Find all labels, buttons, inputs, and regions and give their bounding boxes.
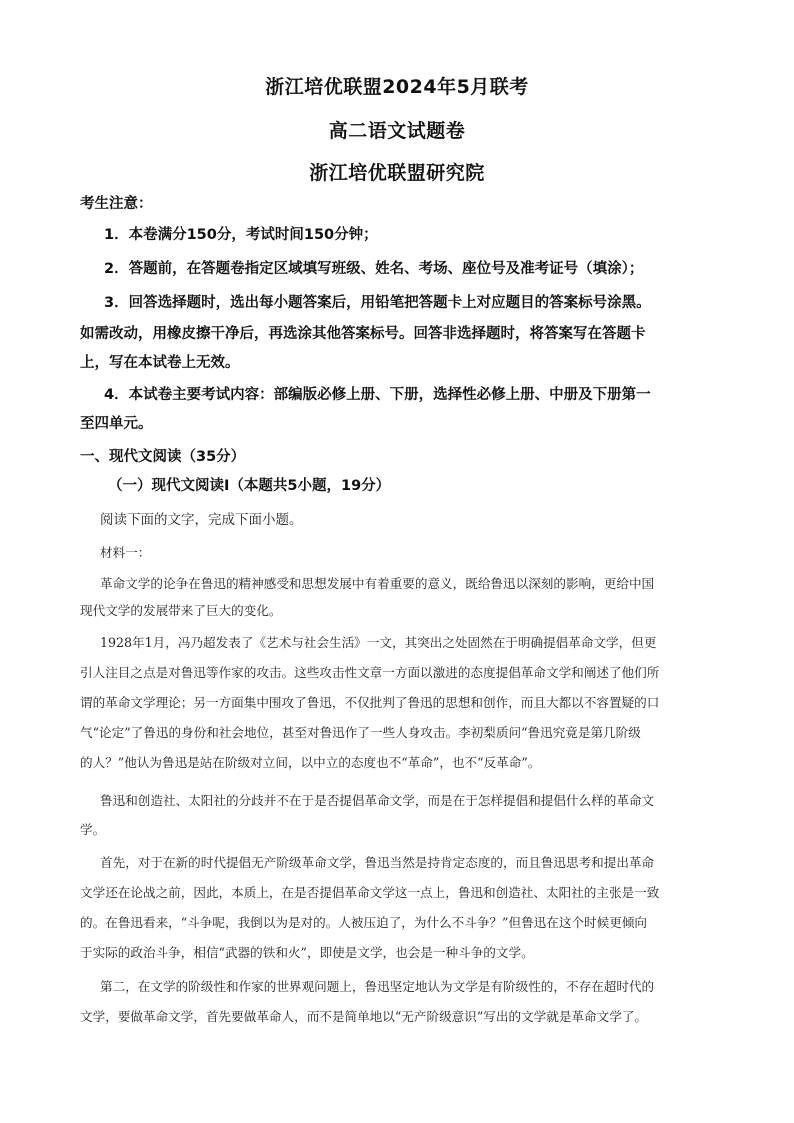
passage-line: 气“论定”了鲁迅的身份和社会地位，甚至对鲁迅作了一些人身攻击。李初梨质问“鲁迅究竟是第几阶级 xyxy=(80,725,641,740)
passage-line: 1928年1月，冯乃超发表了《艺术与社会生活》一文，其突出之处固然在于明确提倡革命文学，但更 xyxy=(100,635,657,650)
exam-organization: 浙江培优联盟研究院 xyxy=(309,162,485,184)
passage-line: 学。 xyxy=(80,822,106,837)
exam-subtitle: 高二语文试题卷 xyxy=(328,120,466,142)
passage-line: 文学，要做革命文学，首先要做革命人，而不是简单地以“无产阶级意识”写出的文学就是革命文学了。 xyxy=(80,1009,648,1024)
passage-line: 引人注目之点是对鲁迅等作家的攻击。这些攻击性文章一方面以激进的态度提倡革命文学和阐述了他们所 xyxy=(80,665,660,680)
passage-line: 的。在鲁迅看来，“斗争呢，我倒以为是对的。人被压迫了，为什么不斗争？”但鲁迅在这个时候更倾向 xyxy=(80,915,648,930)
notice-heading: 考生注意： xyxy=(80,196,153,212)
notice-item-2: 2．答题前，在答题卷指定区域填写班级、姓名、考场、座位号及准考证号（填涂）； xyxy=(104,261,644,277)
passage-line: 第二，在文学的阶级性和作家的世界观问题上，鲁迅坚定地认为文学是有阶级性的，不存在超时代的 xyxy=(100,979,655,994)
section-heading: 一、现代文阅读（35分） xyxy=(80,449,246,465)
notice-item-3-line-2: 如需改动，用橡皮擦干净后，再选涂其他答案标号。回答非选择题时，将答案写在答题卡 xyxy=(80,326,646,342)
passage-line: 的人？”他认为鲁迅是站在阶级对立间，以中立的态度也不“革命”，也不“反革命”。 xyxy=(80,755,541,770)
passage-line: 谓的革命文学理论；另一方面集中围攻了鲁迅，不仅批判了鲁迅的思想和创作，而且大都以不容置疑的口 xyxy=(80,695,660,710)
passage-line: 于实际的政治斗争，相信“武器的铁和火”，即使是文学，也会是一种斗争的文学。 xyxy=(80,945,534,960)
subsection-heading: （一）现代文阅读Ⅰ（本题共5小题，19分） xyxy=(108,478,391,494)
notice-item-4-line-1: 4．本试卷主要考试内容：部编版必修上册、下册，选择性必修上册、中册及下册第一 xyxy=(104,387,651,403)
passage-line: 首先，对于在新的时代提倡无产阶级革命文学，鲁迅当然是持肯定态度的，而且鲁迅思考和提出革命 xyxy=(100,855,655,870)
exam-title: 浙江培优联盟2024年5月联考 xyxy=(265,76,529,98)
passage-line: 文学还在论战之前，因此，本质上，在是否提倡革命文学这一点上，鲁迅和创造社、太阳社的主张是一致 xyxy=(80,885,660,900)
notice-item-1: 1．本卷满分150分，考试时间150分钟； xyxy=(104,227,378,243)
reading-instruction: 阅读下面的文字，完成下面小题。 xyxy=(100,512,303,528)
passage-line: 革命文学的论争在鲁迅的精神感受和思想发展中有着重要的意义，既给鲁迅以深刻的影响，更给中国 xyxy=(100,576,655,591)
notice-item-3-line-1: 3．回答选择题时，选出每小题答案后，用铅笔把答题卡上对应题目的答案标号涂黑。 xyxy=(104,295,651,311)
material-label: 材料一： xyxy=(100,545,151,560)
notice-item-4-line-2: 至四单元。 xyxy=(80,416,153,432)
passage-line: 现代文学的发展带来了巨大的变化。 xyxy=(80,603,282,618)
passage-line: 鲁迅和创造社、太阳社的分歧并不在于是否提倡革命文学，而是在于怎样提倡和提倡什么样的革命文 xyxy=(100,793,655,808)
notice-item-3-line-3: 上，写在本试卷上无效。 xyxy=(80,355,240,371)
